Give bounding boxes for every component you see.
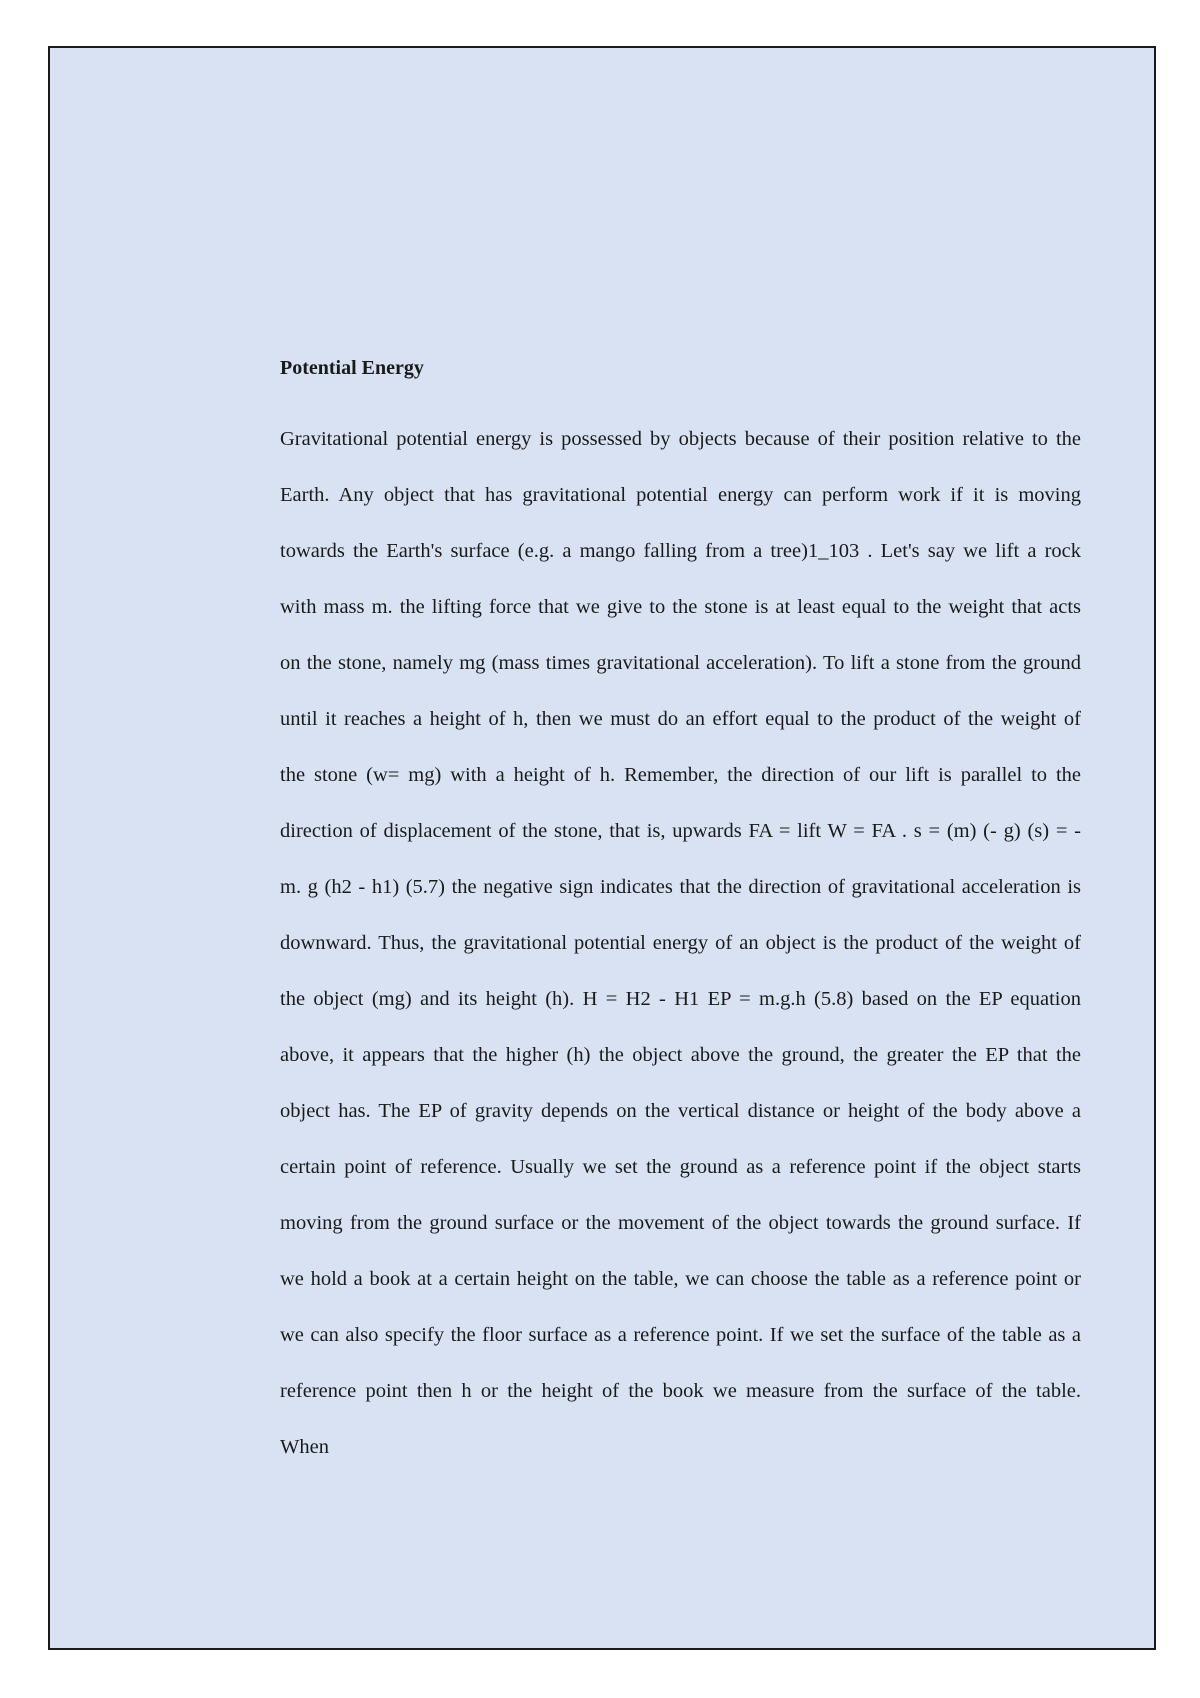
document-page [48, 46, 1156, 1650]
document-content [280, 348, 1081, 1475]
section-heading: Potential Energy [280, 357, 424, 379]
body-paragraph: Gravitational potential energy is possessed by objects because of their position relative to the Earth. Any object that has gravitational potential energy can perform work if it is moving towards the Earth's surface (e.g. a mango falling from a tree)1_103 . Let's say we lift a rock with mass m. the lifting force that we give to the stone is at least equal to the weight that acts on the stone, namely mg (mass times gravitational acceleration). To lift a stone from the ground until it reaches a height of h, then we must do an effort equal to the product of the weight of the stone (w= mg) with a height of h. Remember, the direction of our lift is parallel to the direction of displacement of the stone, that is, upwards FA = lift W = FA . s = (m) (- g) (s) = - m. g (h2 - h1) (5.7) the negative sign indicates that the direction of gravitational acceleration is downward. Thus, the gravitational potential energy of an object is the product of the weight of the object (mg) and its height (h). H = H2 - H1 EP = m.g.h (5.8) based on the EP equation above, it appears that the higher (h) the object above the ground, the greater the EP that the object has. The EP of gravity depends on the vertical distance or height of the body above a certain point of reference. Usually we set the ground as a reference point if the object starts moving from the ground surface or the movement of the object towards the ground surface. If we hold a book at a certain height on the table, we can choose the table as a reference point or we can also specify the floor surface as a reference point. If we set the surface of the table as a reference point then h or the height of the book we measure from the surface of the table. When [280, 428, 1081, 1458]
